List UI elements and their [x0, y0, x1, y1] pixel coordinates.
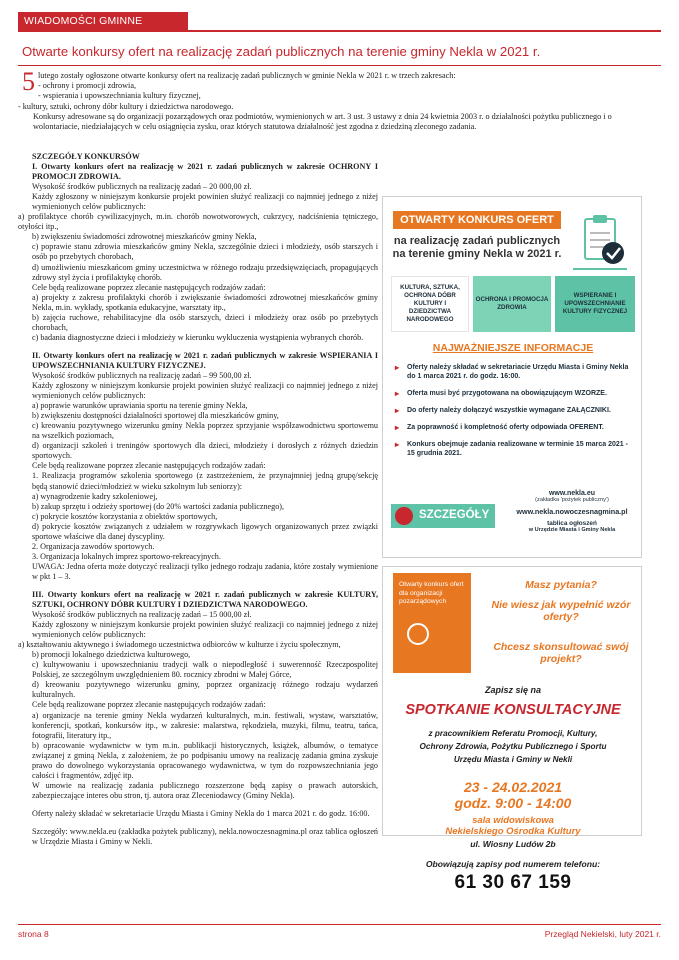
section-rule	[18, 30, 661, 32]
info-title: OTWARTY KONKURS OFERT	[393, 211, 561, 229]
body-line: c) kreowaniu pozytywnego wizerunku gminy Nekla poprzez sprzyjanie współzawodnictwu sportowemu na wszelkich poziomach,	[32, 421, 378, 441]
body-line: a) projekty z zakresu profilaktyki chorób i zwiększanie świadomości zdrowotnej mieszkańców gminy Nekla, m.in. wykłady, spotkania edukacyjne, warsztaty itp.,	[32, 292, 378, 312]
spacer	[18, 582, 378, 590]
body-line: c) badania diagnostyczne dzieci i młodzieży w kierunku wykluczenia wystąpienia wybranych chorób.	[32, 332, 364, 342]
key-info-item: ▸ Oferta musi być przygotowana na obowiązującym WZORZE.	[393, 389, 637, 398]
info-box	[382, 196, 642, 558]
body-line: d) organizacji szkoleń i treningów sportowych dla dzieci, młodzieży i dorosłych z różnych dziedzin sportowych.	[32, 441, 378, 461]
question-1: Masz pytania?	[525, 579, 597, 591]
event-date: 23 - 24.02.2021	[463, 779, 563, 795]
body-line: c) pokrycie kosztów korzystania z obiektów sportowych,	[32, 511, 218, 521]
venue-street: ul. Wiosny Ludów 2b	[470, 839, 556, 849]
body-line: Wysokość środków publicznych na realizację zadań – 20 000,00 zł.	[32, 182, 252, 192]
body-line: 1. Realizacja programów szkolenia sportowego (z zastrzeżeniem, że przynajmniej jedną grupę/sekcję będą stanowić dzieci/młodzież w wieku szkolnym lub seniorzy):	[32, 471, 378, 491]
key-info-list	[393, 363, 637, 466]
body-line: b) zajęcia ruchowe, rehabilitacyjne dla osób starszych, dzieci i młodzieży oraz osób po przebytych chorobach,	[32, 312, 378, 332]
body-line: UWAGA: Jedna oferta może dotyczyć realizacji tylko jednego rodzaju zadania, które zostały wymienione w pkt 1 – 3.	[32, 561, 378, 581]
title-rule	[18, 65, 661, 66]
intro-line: lutego zostały ogłoszone otwarte konkursy ofert na realizację zadań publicznych w gminie Nekla w 2021 r. w trzech zakresach:	[38, 71, 456, 80]
spacer	[18, 343, 378, 351]
body-line: Wysokość środków publicznych na realizację zadań – 99 500,00 zł.	[32, 370, 252, 380]
body-line: Każdy zgłoszony w niniejszym konkursie projekt powinien służyć realizacji co najmniej jednego z niżej wymienionych celów publicznych:	[32, 620, 378, 640]
venue-line: Nekielskiego Ośrodka Kultury	[445, 826, 581, 837]
website-link-note: (zakładka 'pożytek publiczny')	[535, 497, 609, 503]
article-body	[18, 152, 378, 847]
phone-label: Obowiązują zapisy pod numerem telefonu:	[425, 859, 601, 869]
details-label: SZCZEGÓŁY	[419, 509, 490, 521]
event-host-line: Urzędu Miasta i Gminy w Nekli	[453, 755, 573, 764]
key-info-item: ▸ Za poprawność i kompletność oferty odpowiada OFERENT.	[393, 423, 637, 432]
body-line: a) profilaktyce chorób cywilizacyjnych, m.in. chorób nowotworowych, cukrzycy, nadciśnienia tętniczego, otyłości itp.,	[18, 212, 378, 232]
body-line: Szczegóły: www.nekla.eu (zakładka pożytek publiczny), nekla.nowoczesnagmina.pl oraz tablica ogłoszeń w Urzędzie Miasta i Gminy w Nekli.	[32, 827, 378, 847]
event-hours: godz. 9:00 - 14:00	[454, 795, 572, 811]
body-line: d) pokrycie kosztów związanych z udziałem w rozgrywkach ligowych organizowanych przez związki sportowe właściwe dla danej dyscypliny.	[32, 521, 378, 541]
details-badge	[391, 504, 495, 528]
invite-text: Zapisz się na	[484, 685, 542, 695]
body-line: c) poprawie stanu zdrowia mieszkańców gminy Nekla, szczególnie dzieci i młodzieży, osób starszych i osób po przebytych chorobach,	[32, 242, 378, 262]
body-line: a) wynagrodzenie kadry szkoleniowej,	[32, 491, 158, 501]
intro-line: Konkursy adresowane są do organizacji pozarządowych oraz podmiotów, wymienionych w art. 3 ust. 3 ustawy z dnia 24 kwietnia 2003 r. o działalności pożytku publicznego i o wolontariacie, niedziałających w celu osiągnięcia zysku, oraz których statutowa działalność jest zgodna z dziedziną zleconego zadania.	[33, 111, 612, 132]
body-line: d) umożliwieniu mieszkańcom gminy uczestnictwa w różnego rodzaju przedsięwzięciach, propagujących zdrowy styl życia i profilaktykę chorób.	[32, 262, 378, 282]
body-line: a) kształtowaniu aktywnego i świadomego uczestnictwa odbiorców w kulturze i życiu społecznym,	[18, 640, 341, 650]
notice-board-location: w Urzędzie Miasta i Gminy Nekla	[528, 527, 616, 533]
body-line: b) promocji lokalnego dziedzictwa kulturowego,	[32, 650, 191, 660]
spacer	[18, 801, 378, 809]
publication-issue: Przegląd Nekielski, luty 2021 r.	[544, 929, 661, 939]
footer-rule	[18, 924, 661, 925]
event-host-line: Ochrony Zdrowia, Pożytku Publicznego i Sportu	[419, 742, 607, 751]
page-title: Otwarte konkursy ofert na realizację zadań publicznych na terenie gminy Nekla w 2021 r.	[22, 44, 541, 59]
body-line: Wysokość środków publicznych na realizację zadań – 15 000,00 zł.	[32, 610, 252, 620]
body-line: Cele będą realizowane poprzez zlecanie następujących rodzajów zadań:	[32, 700, 266, 710]
body-line: Cele będą realizowane poprzez zlecanie następujących rodzajów zadań:	[32, 282, 266, 292]
body-line: c) kultywowaniu i upowszechnianiu tradycji walk o niepodległość i suwerenność Rzeczpospolitej Polskiej, ze szczególnym uwzględnieniem 80. rocznicy zbrodni w Małej Górce,	[32, 660, 378, 680]
intro-line: - wspierania i upowszechniania kultury fizycznej,	[38, 91, 201, 101]
phone-number[interactable]: 61 30 67 159	[454, 872, 572, 893]
body-line: 2. Organizacja zawodów sportowych.	[32, 541, 155, 551]
section-heading: I. Otwarty konkurs ofert na realizację w 2021 r. zadań publicznych w zakresie OCHRONY I PROMOCJI ZDROWIA.	[32, 162, 378, 182]
portal-link[interactable]: www.nekla.nowoczesnagmina.pl	[516, 507, 628, 516]
body-line: b) zakup sprzętu i odzieży sportowej (do 20% wartości zadania publicznego),	[32, 501, 285, 511]
body-line: b) zwiększeniu dostępności działalności sportowej dla mieszkańców gminy,	[32, 411, 279, 421]
body-line: a) poprawie warunków uprawiania sportu na terenie gminy Nekla,	[32, 401, 248, 411]
key-info-heading: NAJWAŻNIEJSZE INFORMACJE	[432, 342, 594, 354]
key-info-item: ▸ Konkurs obejmuje zadania realizowane w terminie 15 marca 2021 - 15 grudnia 2021.	[393, 440, 637, 458]
section-heading: II. Otwarty konkurs ofert na realizację w 2021 r. zadań publicznych w zakresie WSPIERANIA I UPOWSZECHNIANIA KULTURY FIZYCZNEJ.	[32, 350, 378, 370]
body-line: Cele będą realizowane poprzez zlecanie następujących rodzajów zadań:	[32, 461, 266, 471]
event-host-line: z pracownikiem Referatu Promocji, Kultury,	[428, 729, 598, 738]
page-number: strona 8	[18, 929, 49, 939]
body-line: Oferty należy składać w sekretariacie Urzędu Miasta i Gminy Nekla do 1 marca 2021 r. do godz. 16:00.	[32, 808, 370, 818]
key-info-item: ▸ Do oferty należy dołączyć wszystkie wymagane ZAŁĄCZNIKI.	[393, 406, 637, 415]
notice-board: tablica ogłoszeń	[547, 520, 597, 527]
consultation-badge	[393, 573, 471, 673]
category-culture: KULTURA, SZTUKA, OCHRONA DÓBR KULTURY I DZIEDZICTWA NARODOWEGO	[391, 276, 469, 332]
info-subtitle-line: na realizację zadań publicznych	[393, 235, 561, 247]
consultation-box	[382, 566, 642, 893]
details-links	[503, 490, 641, 533]
question-2: Nie wiesz jak wypełnić wzór oferty?	[491, 599, 631, 623]
body-line: 3. Organizacja lokalnych imprez sportowo-rekreacyjnych.	[32, 551, 221, 561]
info-subtitle	[389, 235, 565, 261]
event-venue	[387, 815, 639, 837]
question-3: Chcesz skonsultować swój projekt?	[493, 641, 629, 665]
website-link[interactable]: www.nekla.eu	[548, 490, 596, 497]
body-line: W umowie na realizację zadania publicznego rozszerzone będą zapisy o prawach autorskich, zabezpieczające interes obu stron, tj. autora oraz Zleceniodawcy (Gminy Nekla).	[32, 780, 378, 800]
key-info-item: ▸ Oferty należy składać w sekretariacie Urzędu Miasta i Gminy Nekla do 1 marca 2021 r. do godz. 16:00.	[393, 363, 637, 381]
section-tag: WIADOMOŚCI GMINNE	[18, 12, 188, 30]
hand-icon	[407, 623, 429, 645]
body-line: d) kreowaniu pozytywnego wizerunku gminy, poprzez organizację różnego rodzaju wydarzeń kulturalnych.	[32, 680, 378, 700]
body-line: a) organizacje na terenie gminy Nekla wydarzeń kulturalnych, m.in. festiwali, wystaw, warsztatów, konferencji, spotkań, konkursów itp., w zakresie: malarstwa, rękodzieła, muzyki, filmu, teatru, tańca, fotografii, literatury itp.,	[32, 710, 378, 740]
event-host	[387, 727, 639, 766]
checklist-icon	[567, 213, 631, 273]
intro-line: - kultury, sztuki, ochrony dóbr kultury i dziedzictwa narodowego.	[18, 101, 234, 111]
hand-pointer-icon	[395, 507, 413, 525]
category-health: OCHRONA I PROMOCJA ZDROWIA	[473, 276, 551, 332]
event-dates	[387, 779, 639, 811]
venue-line: sala widowiskowa	[472, 815, 554, 826]
body-line: Każdy zgłoszony w niniejszym konkursie projekt powinien służyć realizacji co najmniej jednego z niżej wymienionych celów publicznych:	[32, 192, 378, 212]
body-line: b) opracowanie wydawnictw w tym m.in. publikacji historycznych, książek, albumów, o tematyce związanej z gminą Nekla, z założeniem, że po podpisaniu umowy na realizację zadania gmina zyskuje prawo do dowolnego wykorzystania opracowanego wydawnictwa, w tym do rozpowszechniania jego całości i fragmentów, zdjęć itp.	[32, 740, 378, 780]
intro-line: - ochrony i promocji zdrowia,	[38, 81, 136, 91]
body-line: b) zwiększeniu świadomości zdrowotnej mieszkańców gminy Nekla,	[32, 232, 257, 242]
category-sport: WSPIERANIE I UPOWSZECHNIANIE KULTURY FIZYCZNEJ	[555, 276, 635, 332]
intro-paragraph	[18, 67, 658, 132]
section-heading: III. Otwarty konkurs ofert na realizację w 2021 r. zadań publicznych w zakresie KULTURY, SZTUKI, OCHRONY DÓBR KULTURY I DZIEDZICTWA NARODOWEGO.	[32, 589, 378, 610]
spacer	[18, 819, 378, 827]
info-subtitle-line: na terenie gminy Nekla w 2021 r.	[392, 248, 562, 260]
dropcap: 5	[22, 67, 35, 96]
consultation-badge-text: Otwarty konkurs ofert dla organizacji pozarządowych	[399, 581, 464, 605]
event-title: SPOTKANIE KONSULTACYJNE	[405, 702, 621, 718]
section-heading: SZCZEGÓŁY KONKURSÓW	[32, 152, 140, 161]
body-line: Każdy zgłoszony w niniejszym konkursie projekt powinien służyć realizacji co najmniej jednego z niżej wymienionych celów publicznych:	[32, 381, 378, 401]
